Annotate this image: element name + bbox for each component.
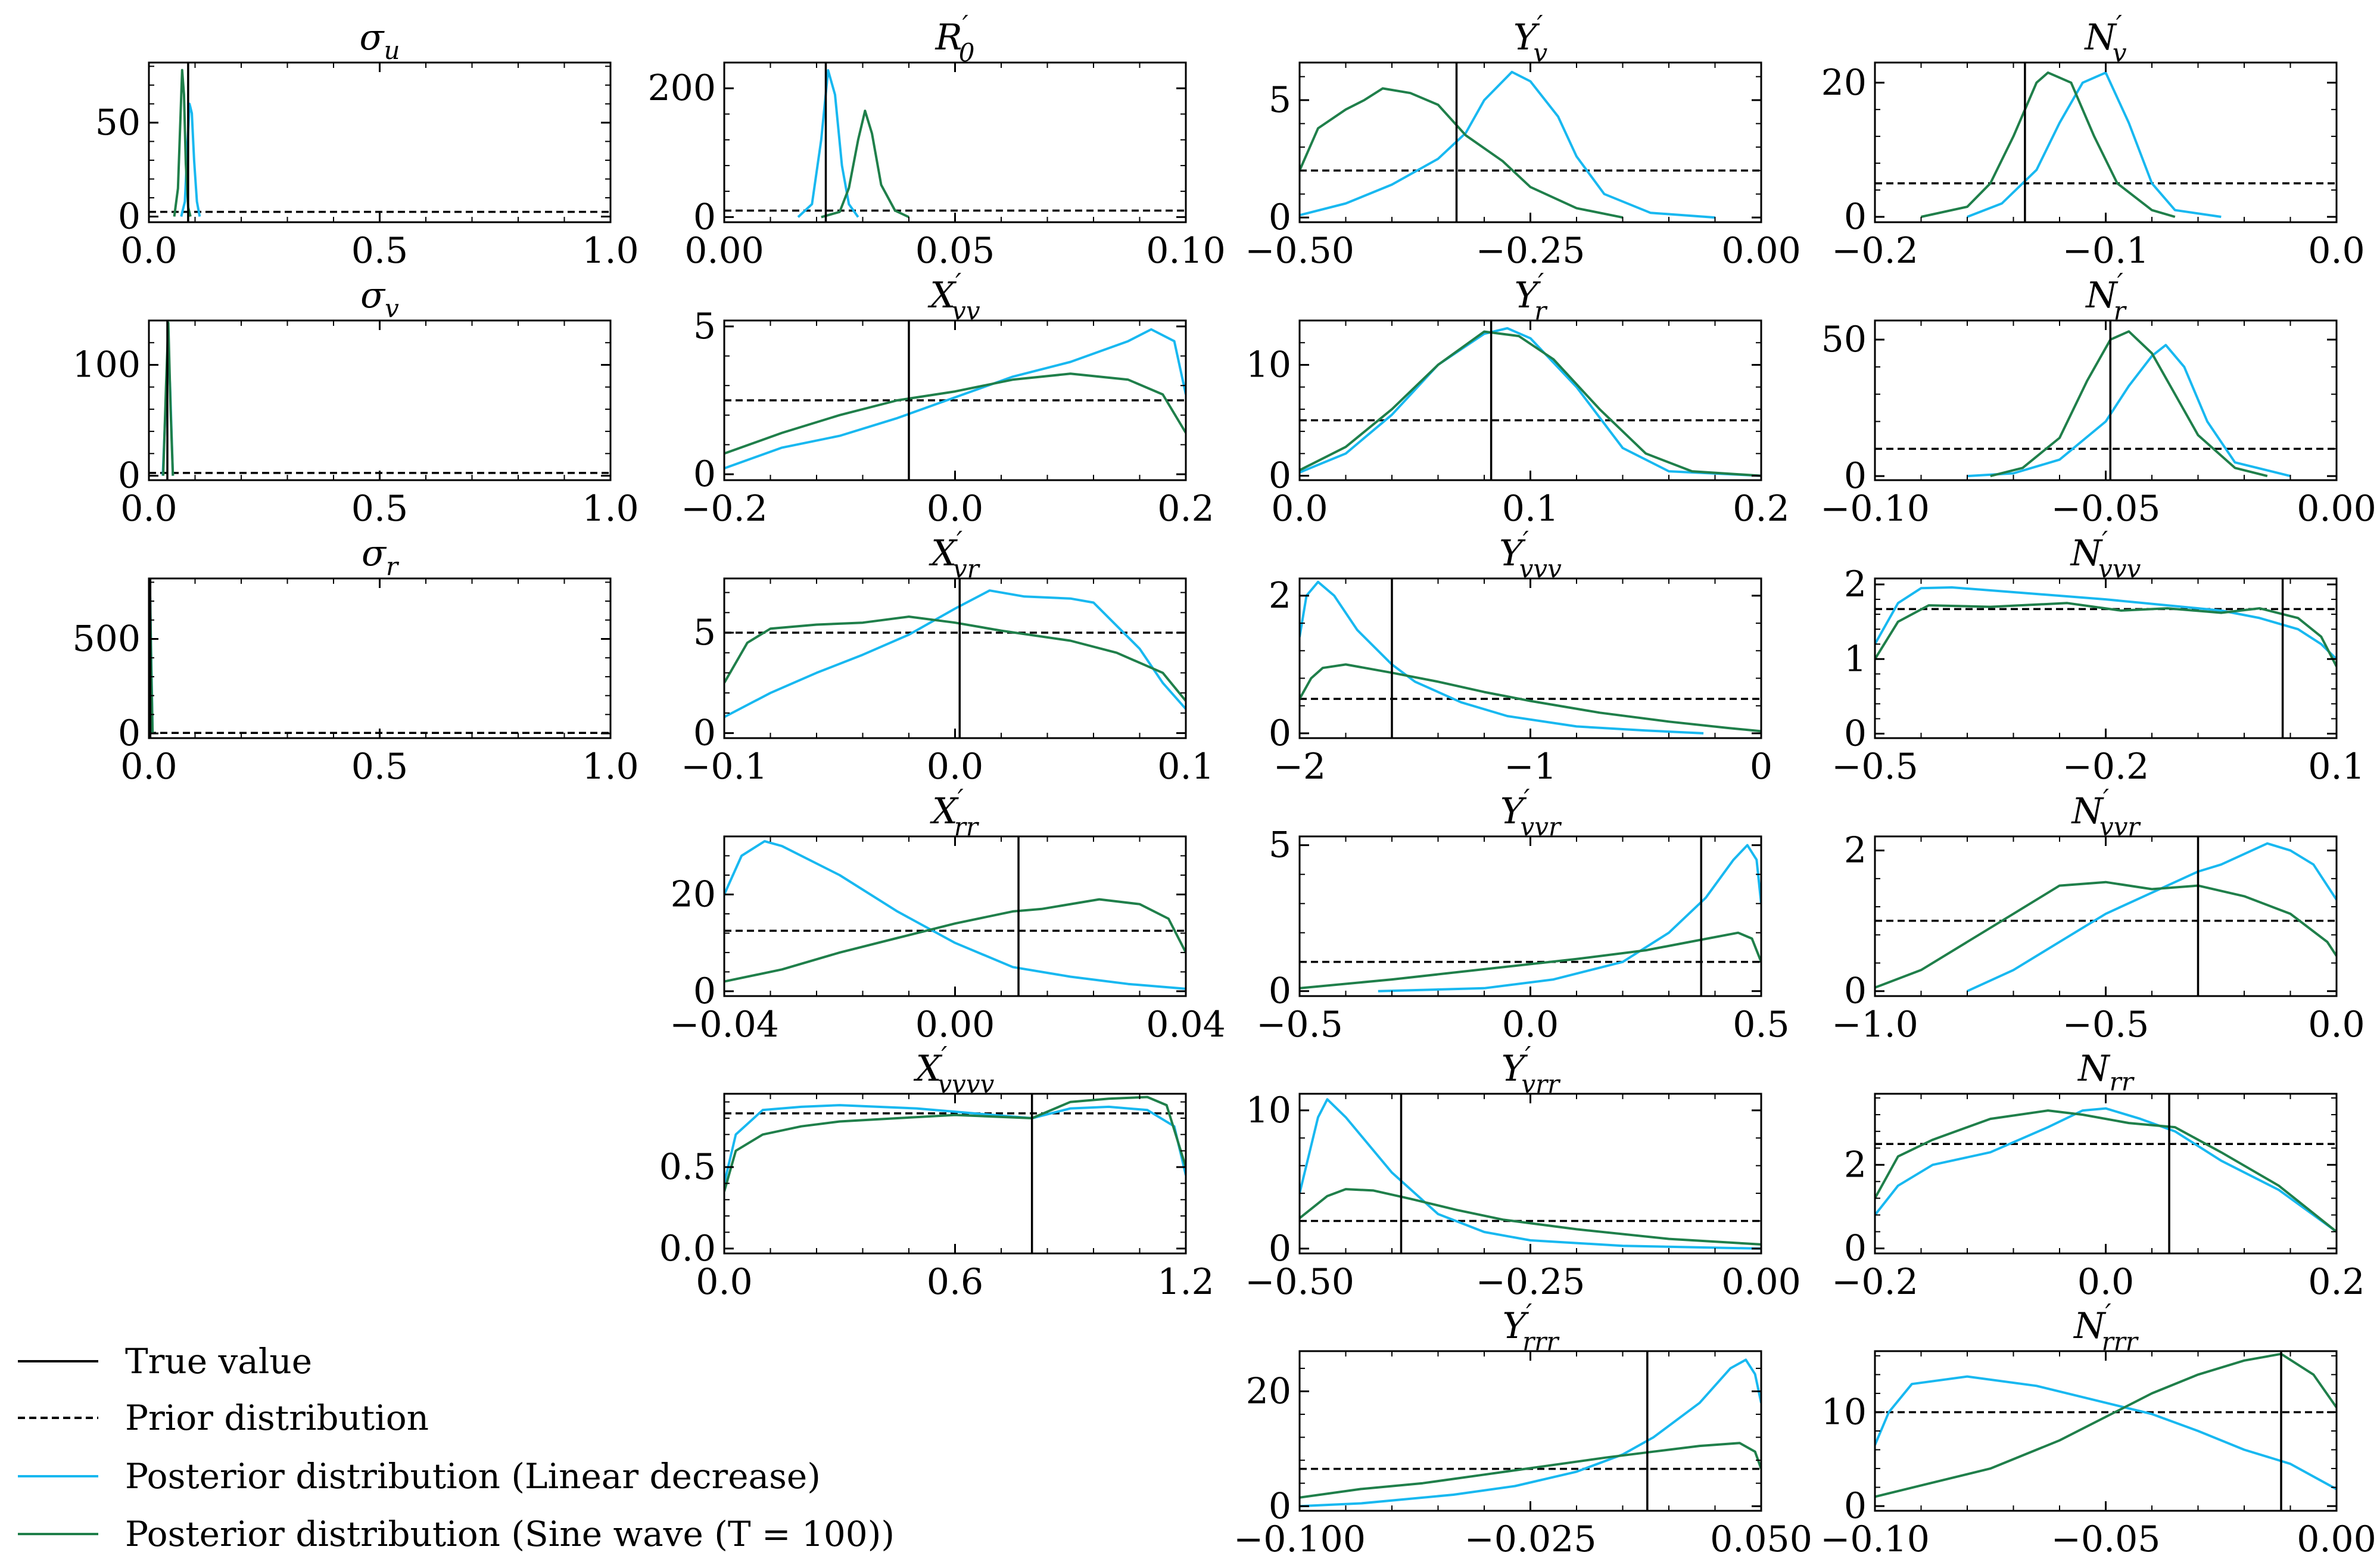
panel-title: Y′ v (1513, 10, 1548, 67)
subplot-N-vvr (1831, 784, 2365, 1046)
y-tick-label: 0.0 (659, 1227, 716, 1270)
posterior-linear-line (798, 70, 858, 217)
posterior-linear-line (1300, 582, 1703, 733)
y-tick-label: 0 (117, 455, 141, 497)
x-tick-label: 0 (1749, 746, 1773, 788)
x-tick-label: 0.00 (684, 230, 764, 272)
y-tick-label: 10 (1245, 344, 1291, 386)
axes-frame (724, 63, 1186, 222)
y-tick-label: 0 (1843, 970, 1867, 1012)
x-tick-label: −0.50 (1245, 230, 1354, 272)
axes-frame (1300, 1094, 1761, 1253)
subplot-N-r (1820, 268, 2376, 530)
y-tick-label: 100 (72, 344, 141, 386)
subplot-Y-vvr (1256, 784, 1790, 1046)
x-tick-label: −0.10 (1820, 1519, 1930, 1560)
y-tick-label: 0 (1843, 195, 1867, 238)
panel-title: Y′ vvr (1500, 784, 1561, 841)
subplot-X-rr (669, 784, 1226, 1046)
subplot-N-rr (1831, 1048, 2365, 1303)
x-tick-label: −2 (1273, 746, 1326, 788)
posterior-sine-line (1300, 1189, 1761, 1244)
x-tick-label: −1 (1504, 746, 1557, 788)
axes-frame (1875, 1351, 2337, 1511)
posterior-linear-line (1300, 1099, 1761, 1249)
x-tick-label: 0.0 (120, 488, 177, 530)
axes-frame (724, 1094, 1186, 1253)
x-tick-label: 0.5 (1733, 1004, 1790, 1046)
x-tick-label: 0.04 (1146, 1004, 1226, 1046)
x-tick-label: −0.5 (1831, 746, 1918, 788)
axes-frame (1875, 836, 2337, 996)
panel-title: N′ r (2086, 268, 2126, 325)
x-tick-label: 0.0 (2077, 1261, 2135, 1303)
y-tick-label: 20 (1245, 1370, 1291, 1412)
x-tick-label: −0.025 (1464, 1519, 1597, 1560)
subplot-Y-rrr (1233, 1299, 1812, 1560)
x-tick-label: −0.2 (1831, 1261, 1918, 1303)
y-tick-label: 2 (1268, 574, 1291, 617)
x-tick-label: −0.25 (1475, 1261, 1585, 1303)
axes-frame (1300, 63, 1761, 222)
x-tick-label: −0.1 (2062, 230, 2150, 272)
legend-label-sine: Posterior distribution (Sine wave (T = 100)) (125, 1514, 895, 1554)
legend-label-prior: Prior distribution (125, 1398, 429, 1438)
posterior-linear-line (724, 1105, 1186, 1183)
axes-frame (1300, 578, 1761, 738)
axes-frame (149, 63, 610, 222)
posterior-sine-line (1990, 331, 2267, 476)
x-tick-label: 0.00 (1721, 230, 1801, 272)
x-tick-label: −0.05 (2051, 1519, 2161, 1560)
x-tick-label: −0.2 (1831, 230, 1918, 272)
y-tick-label: 0 (1843, 1227, 1867, 1270)
x-tick-label: −0.100 (1233, 1519, 1366, 1560)
y-tick-label: 5 (1268, 824, 1291, 866)
y-tick-label: 1 (1843, 638, 1867, 680)
x-tick-label: 0.2 (1157, 488, 1214, 530)
x-tick-label: −0.50 (1245, 1261, 1354, 1303)
x-tick-label: 0.0 (1501, 1004, 1559, 1046)
posterior-sine-line (724, 617, 1186, 701)
subplot-N-vvv (1831, 526, 2365, 788)
posterior-sine-line (1300, 664, 1761, 731)
subplot-σ-u (95, 17, 639, 272)
x-tick-label: 0.050 (1710, 1519, 1812, 1560)
subplot-Y-vrr (1245, 1041, 1801, 1303)
axes-frame (1300, 1351, 1761, 1511)
subplot-N-rrr (1820, 1299, 2376, 1560)
subplot-σ-r (72, 533, 638, 788)
panel-title: Y′ r (1514, 268, 1547, 325)
x-tick-label: −0.5 (2062, 1004, 2150, 1046)
x-tick-label: 0.2 (1733, 488, 1790, 530)
y-tick-label: 2 (1843, 564, 1867, 606)
y-tick-label: 2 (1843, 829, 1867, 872)
x-tick-label: −0.04 (669, 1004, 779, 1046)
posterior-linear-line (1378, 845, 1761, 991)
x-tick-label: 0.0 (926, 488, 984, 530)
posterior-sine-line (1875, 882, 2337, 988)
panel-title: $\sigma_r$ (361, 533, 398, 581)
x-tick-label: −0.2 (681, 488, 768, 530)
panel-title: R′ 0 (935, 10, 975, 67)
y-tick-label: 0 (1268, 197, 1291, 239)
panel-title: N′ vvr (2071, 784, 2140, 841)
subplot-N-v (1821, 10, 2365, 272)
y-tick-label: 10 (1821, 1391, 1867, 1433)
posterior-sine-line (724, 374, 1186, 453)
y-tick-label: 0 (1843, 1485, 1867, 1527)
x-tick-label: 0.00 (1721, 1261, 1801, 1303)
posterior-linear-line (1300, 1360, 1761, 1507)
x-tick-label: 1.0 (582, 488, 639, 530)
x-tick-label: 0.00 (2297, 488, 2376, 530)
x-tick-label: 1.2 (1157, 1261, 1214, 1303)
y-tick-label: 2 (1843, 1144, 1867, 1186)
panel-title: Y′ vvv (1499, 526, 1562, 583)
posterior-linear-line (1967, 844, 2337, 991)
subplot-X-vvvv (659, 1041, 1214, 1303)
panel-title: X′ vvvv (915, 1041, 995, 1099)
panel-title: X′ vr (931, 526, 979, 583)
x-tick-label: 0.6 (926, 1261, 984, 1303)
x-tick-label: −0.5 (1256, 1004, 1343, 1046)
y-tick-label: 0 (1268, 970, 1291, 1012)
posterior-sine-line (821, 111, 909, 217)
panel-title: X′ rr (932, 784, 978, 841)
posterior-linear-line (724, 329, 1186, 468)
subplot-σ-v (72, 275, 638, 530)
axes-frame (724, 578, 1186, 738)
y-tick-label: 50 (95, 101, 141, 144)
panel-title: N′ v (2085, 10, 2127, 67)
subplot-X-vr (681, 526, 1214, 788)
axes-frame (149, 321, 610, 480)
y-tick-label: 0 (693, 453, 716, 496)
legend-label-true: True value (125, 1341, 313, 1382)
panel-title: Y′ vrr (1501, 1041, 1560, 1099)
y-tick-label: 0 (693, 970, 716, 1012)
panel-title: N′ rrr (2074, 1299, 2138, 1356)
x-tick-label: 0.2 (2308, 1261, 2365, 1303)
posterior-linear-line (1967, 73, 2221, 217)
subplot-Y-r (1246, 268, 1790, 530)
posterior-linear-line (1300, 72, 1715, 217)
y-tick-label: 0 (1268, 455, 1291, 497)
x-tick-label: 0.0 (2308, 230, 2365, 272)
y-tick-label: 200 (647, 67, 716, 110)
x-tick-label: 0.5 (351, 488, 409, 530)
x-tick-label: 0.00 (915, 1004, 995, 1046)
y-tick-label: 50 (1821, 319, 1867, 361)
y-tick-label: 0 (693, 712, 716, 754)
subplot-Y-v (1245, 10, 1801, 272)
y-tick-label: 0 (693, 196, 716, 238)
posterior-linear-line (1300, 328, 1761, 476)
x-tick-label: 0.0 (120, 746, 177, 788)
axes-frame (1875, 578, 2337, 738)
panel-title: N′ vvv (2070, 526, 2141, 583)
axes-frame (1300, 836, 1761, 996)
x-tick-label: −1.0 (1831, 1004, 1918, 1046)
axes-frame (724, 836, 1186, 996)
x-tick-label: 0.0 (120, 230, 177, 272)
y-tick-label: 0 (1843, 713, 1867, 755)
axes-frame (1875, 63, 2337, 222)
x-tick-label: 1.0 (582, 746, 639, 788)
x-tick-label: 0.0 (696, 1261, 753, 1303)
y-tick-label: 0 (1268, 1485, 1291, 1527)
x-tick-label: 0.0 (926, 746, 984, 788)
posterior-sine-line (1875, 1354, 2337, 1497)
posterior-linear-line (1967, 345, 2291, 476)
panel-title: Y′ rrr (1502, 1299, 1559, 1356)
posterior-sine-line (1300, 933, 1761, 988)
y-tick-label: 0 (1268, 1227, 1291, 1270)
x-tick-label: 0.0 (1271, 488, 1328, 530)
x-tick-label: 0.00 (2297, 1519, 2376, 1560)
y-tick-label: 20 (1821, 61, 1867, 104)
x-tick-label: −0.05 (2051, 488, 2161, 530)
panel-title: $N_{rr}$ (2078, 1048, 2133, 1096)
x-tick-label: −0.2 (2062, 746, 2150, 788)
y-tick-label: 0.5 (659, 1146, 716, 1188)
x-tick-label: −0.10 (1820, 488, 1930, 530)
x-tick-label: −0.25 (1475, 230, 1585, 272)
posterior-sine-line (1300, 332, 1761, 476)
y-tick-label: 0 (117, 195, 141, 238)
posterior-sine-line (1875, 1110, 2337, 1231)
posterior-sine-line (1875, 603, 2337, 667)
subplot-Y-vvv (1269, 526, 1772, 788)
x-tick-label: 0.5 (351, 746, 409, 788)
panel-title: $\sigma_v$ (360, 275, 399, 323)
legend-label-linear: Posterior distribution (Linear decrease) (125, 1456, 821, 1496)
y-tick-label: 0 (1268, 712, 1291, 754)
y-tick-label: 5 (693, 305, 716, 347)
x-tick-label: 0.05 (915, 230, 995, 272)
subplot-R-0 (647, 10, 1225, 272)
subplot-X-vv (681, 268, 1214, 530)
x-tick-label: −0.1 (681, 746, 768, 788)
y-tick-label: 500 (72, 618, 141, 660)
axes-frame (1875, 321, 2337, 480)
axes-frame (149, 578, 610, 738)
posterior-linear-line (1875, 1377, 2337, 1489)
y-tick-label: 20 (670, 873, 716, 916)
posterior-sine-line (724, 900, 1186, 982)
posterior-linear-line (1875, 587, 2337, 659)
x-tick-label: 0.5 (351, 230, 409, 272)
posterior-linear-line (1875, 1109, 2337, 1232)
y-tick-label: 10 (1245, 1089, 1291, 1131)
x-tick-label: 0.0 (2308, 1004, 2365, 1046)
x-tick-label: 0.1 (2308, 746, 2365, 788)
panel-title: X′ vv (930, 268, 980, 325)
y-tick-label: 0 (117, 713, 141, 755)
y-tick-label: 0 (1843, 455, 1867, 497)
x-tick-label: 0.1 (1157, 746, 1214, 788)
legend (18, 1341, 895, 1554)
panel-title: $\sigma_u$ (359, 17, 400, 65)
posterior-sine-line (1300, 1443, 1761, 1498)
x-tick-label: 0.10 (1146, 230, 1226, 272)
x-tick-label: 1.0 (582, 230, 639, 272)
y-tick-label: 5 (693, 612, 716, 654)
x-tick-label: 0.1 (1501, 488, 1559, 530)
y-tick-label: 5 (1268, 79, 1291, 122)
